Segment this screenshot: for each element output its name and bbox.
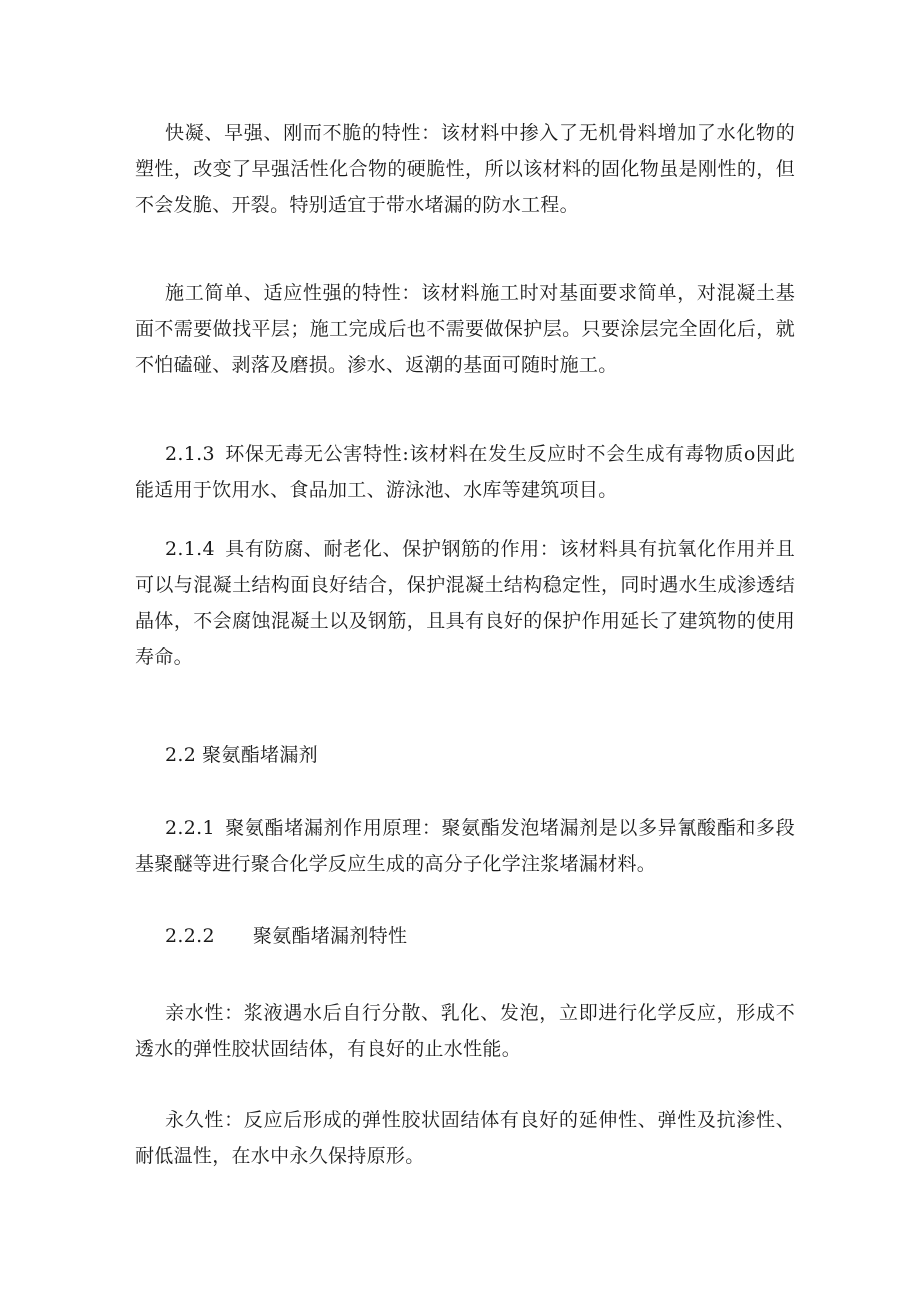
- section-number: 2.1.3: [165, 443, 215, 465]
- section-number: 2.2: [165, 744, 197, 766]
- paragraph-2-1-3: [135, 436, 795, 508]
- paragraph-quick-setting: [135, 115, 795, 223]
- section-number: 2.2.2: [165, 925, 215, 947]
- heading-text: 聚氨酯堵漏剂特性: [252, 925, 408, 947]
- section-number: 2.2.1: [165, 817, 215, 839]
- paragraph-text: 聚氨酯堵漏剂作用原理：聚氨酯发泡堵漏剂是以多异氰酸酯和多段基聚醚等进行聚合化学反应生成的高分子化学注浆堵漏材料。: [135, 817, 795, 875]
- paragraph-text: 施工简单、适应性强的特性：该材料施工时对基面要求简单，对混凝土基面不需要做找平层；施工完成后也不需要做保护层。只要涂层完全固化后，就不怕磕碰、剥落及磨损。渗水、返潮的基面可随时施工。: [135, 282, 795, 376]
- heading-2-2-2: [135, 918, 795, 954]
- paragraph-text: 永久性：反应后形成的弹性胶状固结体有良好的延伸性、弹性及抗渗性、耐低温性，在水中永久保持原形。: [135, 1109, 795, 1167]
- paragraph-text: 具有防腐、耐老化、保护钢筋的作用：该材料具有抗氧化作用并且可以与混凝土结构面良好结合，保护混凝土结构稳定性，同时遇水生成渗透结晶体，不会腐蚀混凝土以及钢筋，且具有良好的保护作用延长了建筑物的使用寿命。: [135, 538, 795, 668]
- paragraph-text: 环保无毒无公害特性:该材料在发生反应时不会生成有毒物质o因此能适用于饮用水、食品加工、游泳池、水库等建筑项目。: [135, 443, 795, 501]
- paragraph-permanence: [135, 1102, 795, 1174]
- paragraph-simple-construction: [135, 275, 795, 383]
- paragraph-2-1-4: [135, 531, 795, 675]
- section-number: 2.1.4: [165, 538, 215, 560]
- paragraph-2-2-1: [135, 810, 795, 882]
- heading-text: 聚氨酯堵漏剂: [202, 744, 318, 766]
- heading-2-2: [135, 737, 795, 773]
- paragraph-text: 亲水性：浆液遇水后自行分散、乳化、发泡，立即进行化学反应，形成不透水的弹性胶状固结体，有良好的止水性能。: [135, 1002, 795, 1060]
- paragraph-hydrophilic: [135, 995, 795, 1067]
- paragraph-text: 快凝、早强、刚而不脆的特性：该材料中掺入了无机骨料增加了水化物的塑性，改变了早强活性化合物的硬脆性，所以该材料的固化物虽是刚性的，但不会发脆、开裂。特别适宜于带水堵漏的防水工程。: [135, 122, 795, 216]
